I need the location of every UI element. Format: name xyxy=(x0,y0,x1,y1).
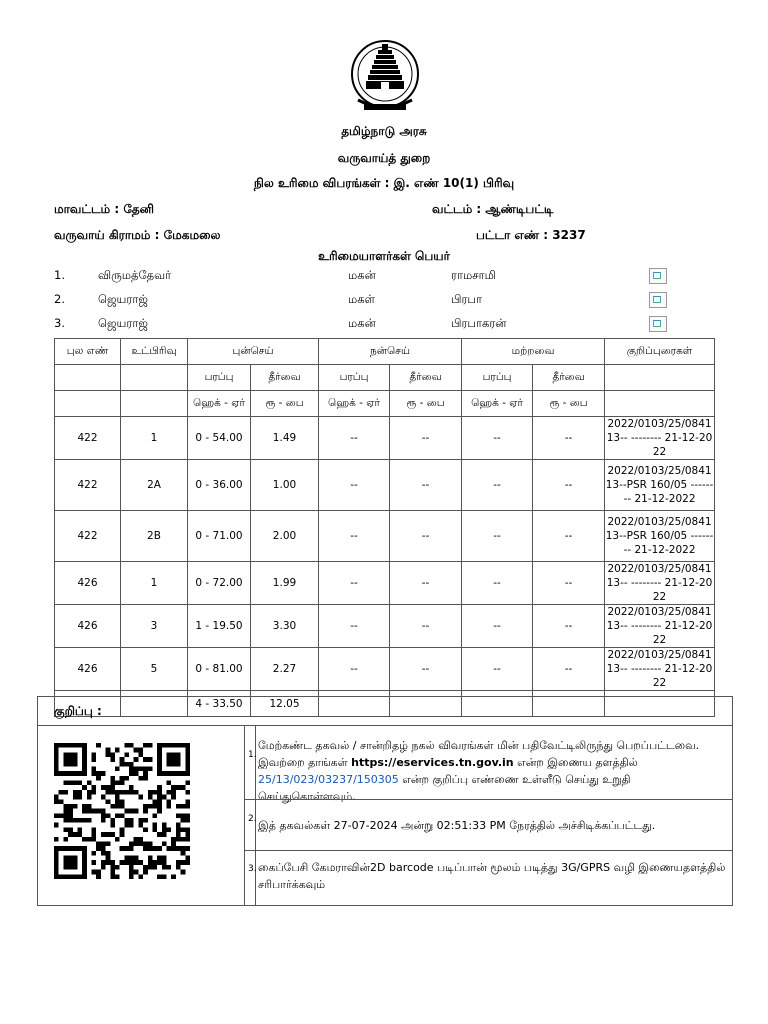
table-subheader-row xyxy=(55,365,715,391)
notes-title: குறிப்பு : xyxy=(54,704,102,718)
cell-remark: 2022/0103/25/084113--PSR 160/05 -------- 21-12-2022 xyxy=(605,511,715,562)
unit-area: ஹெக் - ஏர் xyxy=(188,391,251,417)
cell-remark: 2022/0103/25/084113-- -------- 21-12-2022 xyxy=(605,605,715,648)
header-tax: தீர்வை xyxy=(251,365,319,391)
owner-row xyxy=(54,292,694,310)
cell-survey: 422 xyxy=(55,460,121,511)
cell-punsei-tax: 1.00 xyxy=(251,460,319,511)
owner-row xyxy=(54,316,694,334)
table-row xyxy=(55,648,715,691)
header-area: பரப்பு xyxy=(188,365,251,391)
table-row xyxy=(55,605,715,648)
cell-nansei-area: -- xyxy=(319,417,390,460)
broken-image-icon xyxy=(649,292,667,308)
cell-subdiv: 5 xyxy=(121,648,188,691)
document-title: நில உரிமை விபரங்கள் : இ. எண் 10(1) பிரிவு xyxy=(253,176,515,190)
village-label: வருவாய் கிராமம் : மேகமலை xyxy=(54,228,221,242)
cell-remark: 2022/0103/25/084113-- -------- 21-12-2022 xyxy=(605,417,715,460)
cell-nansei-area: -- xyxy=(319,460,390,511)
owner-relation: மகன் xyxy=(348,316,376,330)
cell-punsei-tax: 3.30 xyxy=(251,605,319,648)
cell-remark: 2022/0103/25/084113--PSR 160/05 -------- 21-12-2022 xyxy=(605,460,715,511)
header-area: பரப்பு xyxy=(462,365,533,391)
owner-relation: மகன் xyxy=(348,268,376,282)
owner-relative: ராமசாமி xyxy=(451,268,496,282)
cell-others-area: -- xyxy=(462,562,533,605)
table-row xyxy=(55,460,715,511)
cell-others-area: -- xyxy=(462,511,533,562)
taluk-label: வட்டம் : ஆண்டிபட்டி xyxy=(432,202,554,216)
cell-survey: 426 xyxy=(55,605,121,648)
unit-tax: ரூ - பை xyxy=(390,391,462,417)
owner-name: ஜெயராஜ் xyxy=(98,292,148,306)
cell-punsei-area: 0 - 36.00 xyxy=(188,460,251,511)
cell-nansei-tax: -- xyxy=(390,417,462,460)
cell-survey: 426 xyxy=(55,648,121,691)
owner-number: 2. xyxy=(54,292,65,306)
tamil-nadu-emblem-icon xyxy=(350,38,420,118)
cell-punsei-area: 0 - 71.00 xyxy=(188,511,251,562)
unit-area: ஹெக் - ஏர் xyxy=(319,391,390,417)
cell-nansei-tax: -- xyxy=(390,562,462,605)
govt-title: தமிழ்நாடு அரசு xyxy=(341,124,427,138)
total-punsei-area: 4 - 33.50 xyxy=(188,691,251,717)
header-area: பரப்பு xyxy=(319,365,390,391)
cell-subdiv: 1 xyxy=(121,562,188,605)
cell-punsei-tax: 2.00 xyxy=(251,511,319,562)
cell-others-area: -- xyxy=(462,460,533,511)
cell-survey: 422 xyxy=(55,511,121,562)
header-nansei: நன்செய் xyxy=(319,339,462,365)
header-tax: தீர்வை xyxy=(390,365,462,391)
cell-punsei-area: 0 - 81.00 xyxy=(188,648,251,691)
owners-title: உரிமையாளர்கள் பெயர் xyxy=(318,249,450,263)
owner-number: 3. xyxy=(54,316,65,330)
owner-name: ஜெயராஜ் xyxy=(98,316,148,330)
cell-subdiv: 1 xyxy=(121,417,188,460)
cell-survey: 426 xyxy=(55,562,121,605)
cell-others-tax: -- xyxy=(533,460,605,511)
table-row xyxy=(55,562,715,605)
table-row xyxy=(55,511,715,562)
cell-others-tax: -- xyxy=(533,562,605,605)
header-subdivision: உட்பிரிவு xyxy=(121,339,188,365)
owner-relation: மகள் xyxy=(348,292,375,306)
owner-relative: பிரபா xyxy=(451,292,482,306)
cell-others-area: -- xyxy=(462,605,533,648)
district-label: மாவட்டம் : தேனி xyxy=(54,202,155,216)
note-text: இத் தகவல்கள் 27-07-2024 அன்று 02:51:33 PM நேரத்தில் அச்சிடிக்கப்பட்டது. xyxy=(258,819,656,832)
cell-subdiv: 2A xyxy=(121,460,188,511)
cell-remark: 2022/0103/25/084113-- -------- 21-12-2022 xyxy=(605,648,715,691)
cell-nansei-area: -- xyxy=(319,648,390,691)
cell-nansei-tax: -- xyxy=(390,460,462,511)
cell-nansei-area: -- xyxy=(319,605,390,648)
cell-nansei-area: -- xyxy=(319,562,390,605)
note-number: 2. xyxy=(248,814,257,824)
cell-nansei-tax: -- xyxy=(390,511,462,562)
cell-others-tax: -- xyxy=(533,511,605,562)
cell-punsei-tax: 1.99 xyxy=(251,562,319,605)
unit-area: ஹெக் - ஏர் xyxy=(462,391,533,417)
table-header-row xyxy=(55,339,715,365)
owner-row xyxy=(54,268,694,286)
cell-others-tax: -- xyxy=(533,605,605,648)
table-row xyxy=(55,417,715,460)
cell-punsei-area: 0 - 72.00 xyxy=(188,562,251,605)
cell-punsei-area: 1 - 19.50 xyxy=(188,605,251,648)
owner-name: விருமத்தேவர் xyxy=(98,268,172,282)
cell-survey: 422 xyxy=(55,417,121,460)
cell-others-tax: -- xyxy=(533,417,605,460)
cell-punsei-tax: 2.27 xyxy=(251,648,319,691)
unit-tax: ரூ - பை xyxy=(251,391,319,417)
cell-others-tax: -- xyxy=(533,648,605,691)
cell-others-area: -- xyxy=(462,417,533,460)
cell-nansei-tax: -- xyxy=(390,605,462,648)
cell-nansei-area: -- xyxy=(319,511,390,562)
unit-tax: ரூ - பை xyxy=(533,391,605,417)
notes-box xyxy=(37,696,733,906)
owner-relative: பிரபாகரன் xyxy=(451,316,507,330)
cell-subdiv: 3 xyxy=(121,605,188,648)
header-tax: தீர்வை xyxy=(533,365,605,391)
cell-remark: 2022/0103/25/084113-- -------- 21-12-2022 xyxy=(605,562,715,605)
broken-image-icon xyxy=(649,316,667,332)
cell-punsei-tax: 1.49 xyxy=(251,417,319,460)
cell-punsei-area: 0 - 54.00 xyxy=(188,417,251,460)
note-divider xyxy=(245,850,732,851)
note-text: மேற்கண்ட தகவல் / சான்றிதழ் நகல் விவரங்கள் மின் பதிவேட்டிலிருந்து பெறப்பட்டவை. இவற்றை தாங்கள் https://eservices.tn.gov.in என்ற இணைய தளத்தில் 25/13/023/03237/150305 என்ற குறிப்பு எண்ணை உள்ளீடு செய்து உறுதி செய்துகொள்ளவும். xyxy=(258,739,700,803)
eservices-link[interactable]: https://eservices.tn.gov.in xyxy=(351,756,514,769)
department-title: வருவாய்த் துறை xyxy=(337,151,431,165)
broken-image-icon xyxy=(649,268,667,284)
patta-number: பட்டா எண் : 3237 xyxy=(476,228,586,242)
notes-header xyxy=(38,697,732,726)
note-text: கைப்பேசி கேமராவின்2D barcode படிப்பான் மூலம் படித்து 3G/GPRS வழி இணையதளத்தில் சரிபார்க்கவும் xyxy=(258,861,726,891)
note-number: 3. xyxy=(248,864,257,874)
table-unit-row xyxy=(55,391,715,417)
note-number: 1. xyxy=(248,750,257,760)
total-punsei-tax: 12.05 xyxy=(251,691,319,717)
header-punsei: புன்செய் xyxy=(188,339,319,365)
note-divider xyxy=(245,799,732,800)
cell-subdiv: 2B xyxy=(121,511,188,562)
cell-others-area: -- xyxy=(462,648,533,691)
qr-code-icon xyxy=(54,743,190,879)
cell-nansei-tax: -- xyxy=(390,648,462,691)
owner-number: 1. xyxy=(54,268,65,282)
header-remarks: குறிப்புரைகள் xyxy=(605,339,715,365)
reference-number-link[interactable]: 25/13/023/03237/150305 xyxy=(258,773,399,786)
qr-cell xyxy=(38,725,245,905)
header-survey: புல எண் xyxy=(55,339,121,365)
header-others: மற்றவை xyxy=(462,339,605,365)
land-details-table xyxy=(54,338,715,717)
